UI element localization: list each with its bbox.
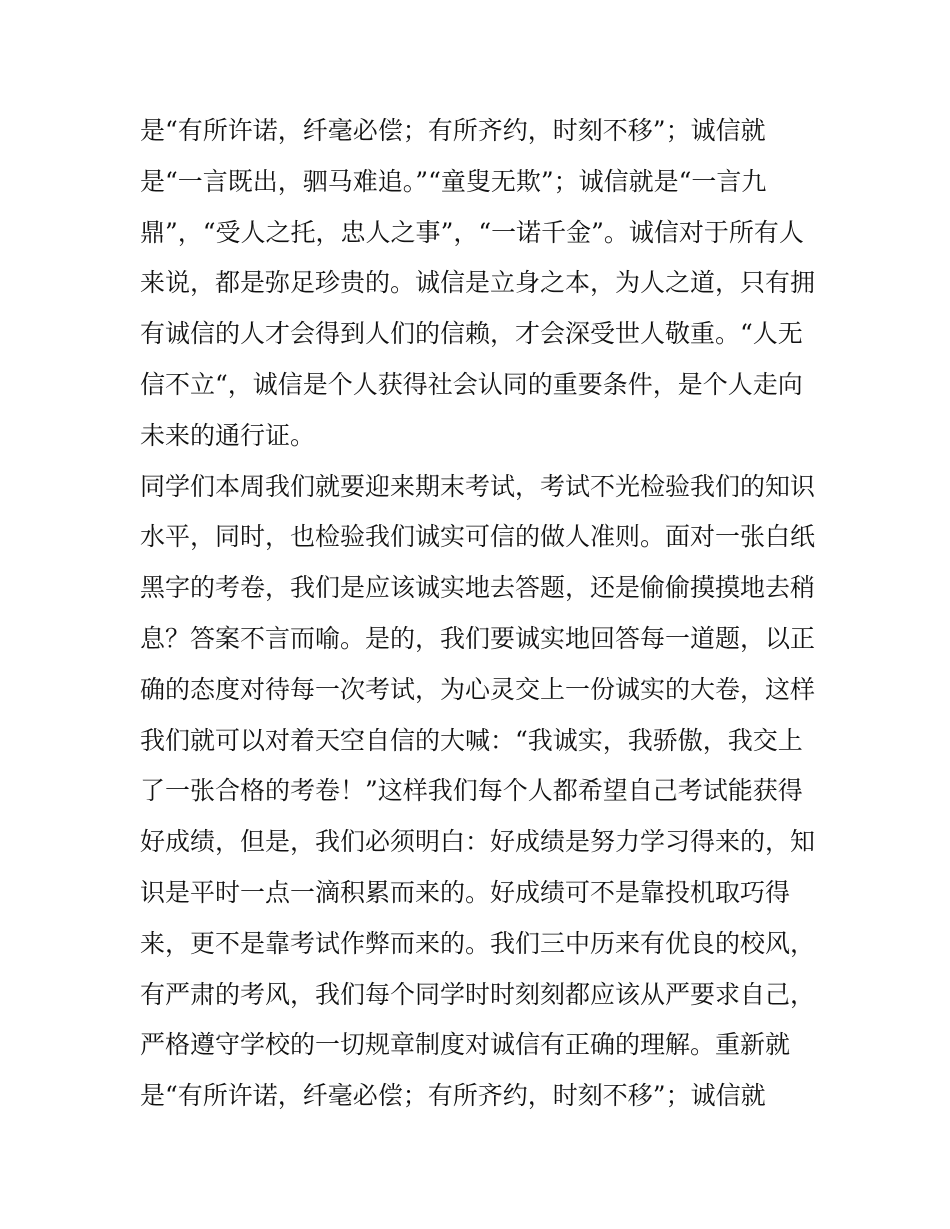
text-line: 有诚信的人才会得到人们的信赖，才会深受世人敬重。“人无: [140, 319, 803, 349]
text-line: 来，更不是靠考试作弊而来的。我们三中历来有优良的校风，: [140, 928, 816, 958]
text-line: 好成绩，但是，我们必须明白：好成绩是努力学习得来的，知: [140, 827, 816, 857]
text-line: 是“有所许诺，纤毫必偿；有所齐约，时刻不移”；诚信就: [140, 116, 766, 145]
body-text: [140, 106, 830, 1122]
text-line: 严格遵守学校的一切规章制度对诚信有正确的理解。重新就: [140, 1030, 791, 1060]
text-line: 水平，同时，也检验我们诚实可信的做人准则。面对一张白纸: [140, 522, 816, 552]
text-line: 是“一言既出，驷马难追。”“童叟无欺”；诚信就是“一言九: [140, 166, 767, 196]
text-line: 我们就可以对着天空自信的大喊：“我诚实，我骄傲，我交上: [140, 725, 803, 755]
text-line: 黑字的考卷，我们是应该诚实地去答题，还是偷偷摸摸地去稍: [140, 573, 816, 603]
text-line: 了一张合格的考卷！”这样我们每个人都希望自己考试能获得: [140, 776, 803, 806]
text-line: 未来的通行证。: [140, 420, 316, 450]
text-line: 同学们本周我们就要迎来期末考试，考试不光检验我们的知识: [140, 471, 816, 501]
text-line: 鼎”，“受人之托，忠人之事”，“一诺千金”。诚信对于所有人: [140, 217, 804, 247]
text-line: 信不立“，诚信是个人获得社会认同的重要条件，是个人走向: [140, 369, 803, 399]
text-line: 来说，都是弥足珍贵的。诚信是立身之本，为人之道，只有拥: [140, 268, 816, 298]
text-line: 息？答案不言而喻。是的，我们要诚实地回答每一道题，以正: [140, 623, 816, 653]
text-line: 有严肃的考风，我们每个同学时时刻刻都应该从严要求自己，: [140, 979, 816, 1009]
text-line: 是“有所许诺，纤毫必偿；有所齐约，时刻不移”；诚信就: [140, 1081, 766, 1111]
text-line: 确的态度对待每一次考试，为心灵交上一份诚实的大卷，这样: [140, 674, 816, 704]
text-line: 识是平时一点一滴积累而来的。好成绩可不是靠投机取巧得: [140, 877, 791, 907]
